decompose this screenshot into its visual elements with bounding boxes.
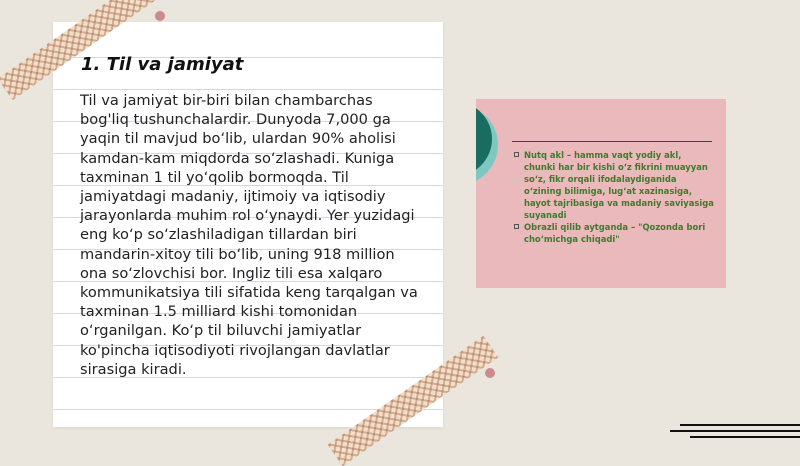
list-item (514, 149, 714, 221)
deco-line (680, 424, 800, 426)
list-item-text: Nutq akl – hamma vaqt yodiy akl, chunki har bir kishi o‘z fikrini muayyan so‘z, fikr orqali ifodalaydiganida o‘zining bilimiga, lug‘at xazinasiga, hayot tajribasiga va madaniy saviyasiga suyanadi (524, 150, 714, 220)
card-divider (512, 141, 712, 142)
quote-card (476, 99, 726, 288)
deco-line (670, 430, 800, 432)
list-item-text: Obrazli qilib aytganda – "Qozonda bori cho‘michga chiqadi" (524, 222, 706, 244)
tape-pin-dot (155, 11, 165, 21)
decorative-lines (670, 420, 800, 450)
note-paper (53, 22, 443, 427)
deco-line (690, 436, 800, 438)
square-bullet-icon (514, 152, 519, 157)
slide-title: 1. Til va jamiyat (81, 54, 244, 75)
square-bullet-icon (514, 224, 519, 229)
slide-body-text: Til va jamiyat bir-biri bilan chambarchas bog'liq tushunchalardir. Dunyoda 7,000 ga yaqin til mavjud bo‘lib, ulardan 90% aholisi kamdan-kam miqdorda so‘zlashadi. Kuniga taxminan 1 til yo‘qolib bormoqda. Til jamiyatdagi madaniy, ijtimoiy va iqtisodiy jarayonlarda muhim rol o‘ynaydi. Yer yuzidagi eng ko‘p so‘zlashiladigan tillardan biri mandarin-xitoy tili bo‘lib, uning 918 million ona so‘zlovchisi bor. Ingliz tili esa xalqaro kommunikatsiya tili sifatida keng tarqalgan va taxminan 1.5 milliard kishi tomonidan o‘rganilgan. Ko‘p til biluvchi jamiyatlar ko'pincha iqtisodiyoti rivojlangan davlatlar sirasiga kiradi. (80, 92, 418, 378)
tape-pin-dot (485, 368, 495, 378)
list-item (514, 221, 714, 245)
card-bullet-list (514, 149, 714, 245)
